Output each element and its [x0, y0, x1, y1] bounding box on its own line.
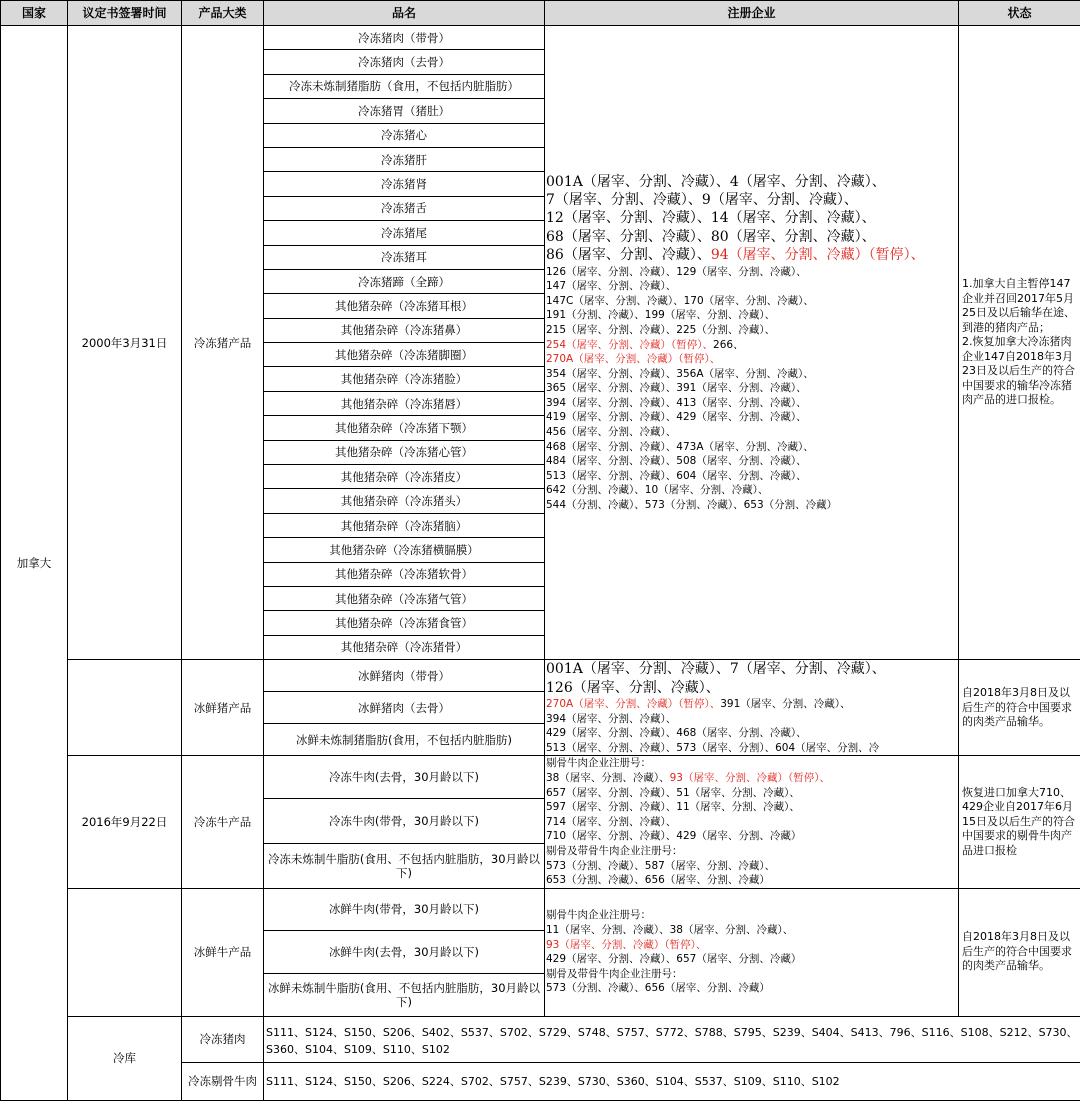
- chilled-pork-date-empty: [68, 660, 182, 756]
- enterprise-line: [546, 440, 957, 455]
- enterprise-text: 657（屠宰、分割、冷藏）、51（屠宰、分割、冷藏）、: [546, 787, 800, 799]
- enterprise-text: 544（分割、冷藏）、573（分割、冷藏）、653（分割、冷藏）: [546, 499, 837, 511]
- product-name: 其他猪杂碎（冷冻猪脑）: [264, 513, 545, 537]
- table-row: [1, 1016, 1080, 1062]
- cold-storage-category: 冷冻剔骨牛肉: [182, 1062, 264, 1100]
- product-name: 冰鲜牛肉(带骨，30月龄以下): [264, 888, 545, 930]
- product-name: 冷冻牛肉(去骨，30月龄以下): [264, 756, 545, 799]
- chilled-beef-category: 冰鲜牛产品: [182, 888, 264, 1016]
- enterprise-line: [546, 952, 957, 967]
- enterprise-line: [546, 938, 957, 953]
- enterprise-text: 001A（屠宰、分割、冷藏）、4（屠宰、分割、冷藏）、: [546, 174, 886, 190]
- enterprise-line: [546, 173, 957, 191]
- product-name: 冷冻未炼制牛脂肪(食用、不包括内脏脂肪，30月龄以下): [264, 843, 545, 888]
- enterprise-text: 394（屠宰、分割、冷藏）、413（屠宰、分割、冷藏）、: [546, 397, 807, 409]
- product-name: 其他猪杂碎（冷冻猪心管）: [264, 440, 545, 464]
- enterprise-line: [546, 786, 957, 801]
- enterprise-line: [546, 908, 957, 923]
- enterprise-line: [546, 923, 957, 938]
- chilled-beef-date-empty: [68, 888, 182, 1016]
- header-date: 议定书签署时间: [68, 1, 182, 26]
- enterprise-line: [546, 859, 957, 874]
- enterprise-text: 86（屠宰、分割、冷藏）、: [546, 247, 711, 263]
- product-name: 其他猪杂碎（冷冻猪脸）: [264, 367, 545, 391]
- suspended-enterprise: 93（屠宰、分割、冷藏）（暂停）、: [670, 772, 830, 784]
- frozen-beef-date: 2016年9月22日: [68, 756, 182, 888]
- enterprise-line: [546, 410, 957, 425]
- enterprise-text: 191（分割、冷藏）、199（屠宰、分割、冷藏）、: [546, 309, 775, 321]
- enterprise-text: 68（屠宰、分割、冷藏）、80（屠宰、分割、冷藏）、: [546, 229, 876, 245]
- cold-storage-label: 冷库: [68, 1016, 182, 1100]
- product-name: 其他猪杂碎（冷冻猪头）: [264, 489, 545, 513]
- enterprise-line: [546, 454, 957, 469]
- enterprise-text: 484（屠宰、分割、冷藏）、508（屠宰、分割、冷藏）、: [546, 455, 807, 467]
- enterprise-text: 38（屠宰、分割、冷藏）、: [546, 772, 670, 784]
- enterprise-line: [546, 844, 957, 859]
- enterprise-line: [546, 323, 957, 338]
- enterprise-line: [546, 815, 957, 830]
- product-name: 冷冻猪尾: [264, 221, 545, 245]
- enterprise-text: 001A（屠宰、分割、冷藏）、7（屠宰、分割、冷藏）、: [546, 661, 886, 677]
- suspended-enterprise: 254（屠宰、分割、冷藏）（暂停）、: [546, 339, 713, 351]
- frozen-beef-category: 冷冻牛产品: [182, 756, 264, 888]
- enterprise-text: 642（分割、冷藏）、10（屠宰、分割、冷藏）、: [546, 484, 768, 496]
- product-name: 冰鲜牛肉(去骨，30月龄以下): [264, 930, 545, 973]
- product-name: 其他猪杂碎（冷冻猪软骨）: [264, 562, 545, 586]
- chilled-beef-enterprise-list: [545, 888, 959, 1016]
- enterprise-line: [546, 294, 957, 309]
- enterprise-text: 710（屠宰、分割、冷藏）、429（屠宰、分割、冷藏）: [546, 830, 801, 842]
- header-country: 国家: [1, 1, 68, 26]
- product-name: 其他猪杂碎（冷冻猪鼻）: [264, 318, 545, 342]
- table-row: [1, 756, 1080, 799]
- product-name: 冰鲜猪肉（去骨）: [264, 692, 545, 724]
- header-category: 产品大类: [182, 1, 264, 26]
- enterprise-line: [546, 800, 957, 815]
- enterprise-line: [546, 352, 957, 367]
- frozen-beef-status: 恢复进口加拿大710、429企业自2017年6月15日及以后生产的符合中国要求的剔骨牛肉产品进口报检: [959, 756, 1080, 888]
- product-name: 其他猪杂碎（冷冻猪骨）: [264, 635, 545, 659]
- product-name: 其他猪杂碎（冷冻猪食管）: [264, 611, 545, 635]
- cold-storage-codes: S111、S124、S150、S206、S224、S702、S757、S239、S730、S360、S104、S537、S109、S110、S102: [264, 1062, 1080, 1100]
- enterprise-text: 394（屠宰、分割、冷藏）、: [546, 713, 676, 725]
- enterprise-text: 354（屠宰、分割、冷藏）、356A（屠宰、分割、冷藏）、: [546, 368, 814, 380]
- suspended-enterprise: 94（屠宰、分割、冷藏）（暂停）、: [711, 247, 925, 263]
- table-row: [1, 660, 1080, 692]
- header-status: 状态: [959, 1, 1080, 26]
- product-name: 冷冻猪肉（去骨）: [264, 50, 545, 74]
- enterprise-line: [546, 829, 957, 844]
- table-row: [1, 888, 1080, 930]
- enterprise-line: [546, 967, 957, 982]
- table-row: [1, 26, 1080, 50]
- header-product: 品名: [264, 1, 545, 26]
- enterprise-line: [546, 246, 957, 264]
- enterprise-text: 147C（屠宰、分割、冷藏）、170（屠宰、分割、冷藏）、: [546, 295, 814, 307]
- enterprise-line: [546, 741, 957, 756]
- enterprise-text: 714（屠宰、分割、冷藏）、: [546, 816, 676, 828]
- enterprise-line: [546, 498, 957, 513]
- product-name: 其他猪杂碎（冷冻猪气管）: [264, 586, 545, 610]
- enterprise-text: 12（屠宰、分割、冷藏）、14（屠宰、分割、冷藏）、: [546, 210, 876, 226]
- suspended-enterprise: 270A（屠宰、分割、冷藏）（暂停）、: [546, 698, 720, 710]
- product-name: 其他猪杂碎（冷冻猪皮）: [264, 465, 545, 489]
- cold-storage-codes: S111、S124、S150、S206、S402、S537、S702、S729、S748、S757、S772、S788、S795、S239、S404、S413、796、S116、S108、S212、S730、S360、S104、S109、S110、S102: [264, 1016, 1080, 1062]
- enterprise-text: 513（屠宰、分割、冷藏）、573（屠宰、分割）、604（屠宰、分割、冷: [546, 742, 879, 754]
- enterprise-line: [546, 483, 957, 498]
- product-name: 冰鲜未炼制猪脂肪(食用，不包括内脏脂肪): [264, 724, 545, 756]
- enterprise-text: 429（屠宰、分割、冷藏）、657（屠宰、分割、冷藏）: [546, 953, 801, 965]
- product-name: 其他猪杂碎（冷冻猪耳根）: [264, 294, 545, 318]
- product-name: 冷冻猪耳: [264, 245, 545, 269]
- enterprise-text: 429（屠宰、分割、冷藏）、468（屠宰、分割、冷藏）、: [546, 727, 807, 739]
- enterprise-text: 215（屠宰、分割、冷藏）、225（分割、冷藏）、: [546, 324, 775, 336]
- suspended-enterprise: 270A（屠宰、分割、冷藏）（暂停）、: [546, 353, 720, 365]
- enterprise-line: [546, 712, 957, 727]
- enterprise-line: [546, 981, 957, 996]
- enterprise-line: [546, 679, 957, 697]
- enterprise-line: [546, 396, 957, 411]
- product-name: 冷冻未炼制猪脂肪（食用，不包括内脏脂肪）: [264, 74, 545, 98]
- enterprise-text: 597（屠宰、分割、冷藏）、11（屠宰、分割、冷藏）、: [546, 801, 800, 813]
- frozen-pork-status: 1.加拿大自主暂停147企业并召回2017年5月25日及以后输华在途、到港的猪肉产品； 2.恢复加拿大冷冻猪肉企业147自2018年3月23日及以后生产的符合中国要求的输华冷冻猪肉产品的进口报检。: [959, 26, 1080, 660]
- enterprise-text: 419（屠宰、分割、冷藏）、429（屠宰、分割、冷藏）、: [546, 411, 807, 423]
- enterprise-text: 126（屠宰、分割、冷藏）、: [546, 680, 720, 696]
- enterprise-line: [546, 756, 957, 771]
- cold-storage-category: 冷冻猪肉: [182, 1016, 264, 1062]
- enterprise-line: [546, 660, 957, 678]
- enterprise-text: 147（屠宰、分割、冷藏）、: [546, 280, 676, 292]
- enterprise-line: [546, 209, 957, 227]
- enterprise-text: 11（屠宰、分割、冷藏）、38（屠宰、分割、冷藏）、: [546, 924, 793, 936]
- header-row: [1, 1, 1080, 26]
- enterprise-line: [546, 279, 957, 294]
- enterprise-line: [546, 191, 957, 209]
- product-name: 其他猪杂碎（冷冻猪脚圈）: [264, 343, 545, 367]
- enterprise-text: 剔骨牛肉企业注册号：: [546, 909, 651, 921]
- frozen-beef-enterprise-list: [545, 756, 959, 888]
- enterprise-text: 剔骨及带骨牛肉企业注册号：: [546, 845, 683, 857]
- product-name: 冰鲜猪肉（带骨）: [264, 660, 545, 692]
- product-name: 冷冻猪舌: [264, 196, 545, 220]
- product-name: 冷冻猪蹄（全蹄）: [264, 269, 545, 293]
- product-name: 冷冻猪心: [264, 123, 545, 147]
- enterprise-text: 266、: [713, 339, 744, 351]
- enterprise-line: [546, 469, 957, 484]
- enterprise-text: 573（分割、冷藏）、587（屠宰、分割、冷藏）、: [546, 860, 775, 872]
- product-name: 冷冻牛肉(带骨，30月龄以下): [264, 799, 545, 843]
- chilled-pork-status: 自2018年3月8日及以后生产的符合中国要求的肉类产品输华。: [959, 660, 1080, 756]
- enterprise-line: [546, 425, 957, 440]
- product-name: 冷冻猪肝: [264, 147, 545, 171]
- enterprise-text: 573（分割、冷藏）、656（屠宰、分割、冷藏）: [546, 982, 770, 994]
- chilled-pork-category: 冰鲜猪产品: [182, 660, 264, 756]
- enterprise-line: [546, 381, 957, 396]
- enterprise-text: 391（屠宰、分割、冷藏）、: [720, 698, 850, 710]
- enterprise-text: 513（屠宰、分割、冷藏）、604（屠宰、分割、冷藏）、: [546, 470, 807, 482]
- enterprise-text: 剔骨及带骨牛肉企业注册号：: [546, 968, 683, 980]
- enterprise-line: [546, 367, 957, 382]
- enterprise-line: [546, 338, 957, 353]
- frozen-pork-date: 2000年3月31日: [68, 26, 182, 660]
- enterprise-text: 456（屠宰、分割、冷藏）、: [546, 426, 676, 438]
- enterprise-text: 653（分割、冷藏）、656（屠宰、分割、冷藏）: [546, 874, 770, 886]
- suspended-enterprise: 93（屠宰、分割、冷藏）（暂停）、: [546, 939, 706, 951]
- product-name: 其他猪杂碎（冷冻猪横膈膜）: [264, 538, 545, 562]
- enterprise-line: [546, 873, 957, 888]
- enterprise-text: 365（屠宰、分割、冷藏）、391（屠宰、分割、冷藏）、: [546, 382, 807, 394]
- chilled-pork-enterprise-list: [545, 660, 959, 756]
- header-enterprise: 注册企业: [545, 1, 959, 26]
- product-name: 其他猪杂碎（冷冻猪下颚）: [264, 416, 545, 440]
- enterprise-text: 126（屠宰、分割、冷藏）、129（屠宰、分割、冷藏）、: [546, 266, 807, 278]
- chilled-beef-status: 自2018年3月8日及以后生产的符合中国要求的肉类产品输华。: [959, 888, 1080, 1016]
- country-cell: 加拿大: [1, 26, 68, 1101]
- product-name: 冷冻猪肉（带骨）: [264, 26, 545, 50]
- enterprise-text: 剔骨牛肉企业注册号：: [546, 757, 651, 769]
- enterprise-line: [546, 726, 957, 741]
- enterprise-text: 468（屠宰、分割、冷藏）、473A（屠宰、分割、冷藏）、: [546, 441, 814, 453]
- enterprise-line: [546, 308, 957, 323]
- product-name: 冷冻猪胃（猪肚）: [264, 99, 545, 123]
- product-name: 冷冻猪肾: [264, 172, 545, 196]
- product-name: 其他猪杂碎（冷冻猪唇）: [264, 391, 545, 415]
- enterprise-line: [546, 228, 957, 246]
- enterprise-line: [546, 265, 957, 280]
- frozen-pork-enterprise-list: [545, 26, 959, 660]
- enterprise-line: [546, 697, 957, 712]
- product-name: 冰鲜未炼制牛脂肪(食用、不包括内脏脂肪，30月龄以下): [264, 973, 545, 1016]
- enterprise-text: 7（屠宰、分割、冷藏）、9（屠宰、分割、冷藏）、: [546, 192, 858, 208]
- frozen-pork-category: 冷冻猪产品: [182, 26, 264, 660]
- enterprise-line: [546, 771, 957, 786]
